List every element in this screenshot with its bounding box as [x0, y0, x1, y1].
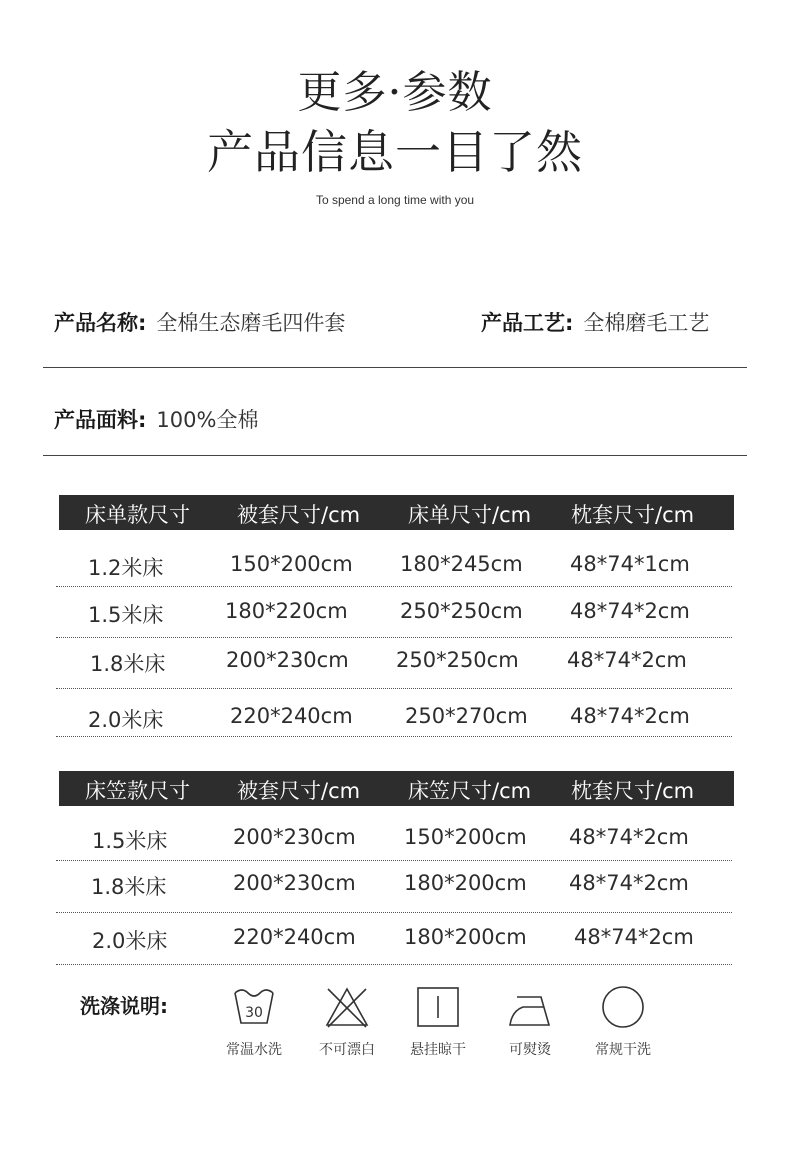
product-fabric	[54, 404, 258, 434]
header-cell: 被套尺寸/cm	[237, 503, 361, 527]
product-fabric-label: 产品面料:	[54, 408, 147, 432]
table-cell: 48*74*2cm	[574, 925, 694, 949]
table-cell: 2.0米床	[88, 708, 164, 732]
table-cell: 1.8米床	[91, 875, 167, 899]
care-label: 常温水洗	[226, 1042, 282, 1058]
care-label: 悬挂晾干	[410, 1042, 466, 1058]
table-cell: 250*270cm	[405, 704, 528, 728]
header-cell: 枕套尺寸/cm	[571, 779, 695, 803]
divider	[43, 367, 747, 368]
table-cell: 1.2米床	[88, 556, 164, 580]
row-divider	[56, 964, 732, 965]
table-cell: 2.0米床	[92, 929, 168, 953]
care-instructions-title: 洗涤说明:	[80, 994, 168, 1018]
wash-30-icon	[231, 985, 277, 1029]
table-cell: 220*240cm	[233, 925, 356, 949]
page-title: 更多·参数	[297, 67, 493, 118]
row-divider	[56, 586, 732, 587]
table-cell: 1.8米床	[90, 652, 166, 676]
table-cell: 200*230cm	[226, 648, 349, 672]
care-item-dry-clean	[583, 985, 663, 1059]
header-cell: 被套尺寸/cm	[237, 779, 361, 803]
table-cell: 48*74*2cm	[569, 825, 689, 849]
product-craft-value: 全棉磨毛工艺	[583, 311, 710, 335]
table-cell: 250*250cm	[400, 599, 523, 623]
flat-sheet-table-header	[59, 495, 734, 530]
care-item-no-bleach	[307, 985, 387, 1059]
table-cell: 48*74*1cm	[570, 552, 690, 576]
care-label: 常规干洗	[595, 1042, 651, 1058]
fitted-sheet-table-header	[59, 771, 734, 806]
product-name	[54, 307, 345, 337]
product-craft-label: 产品工艺:	[481, 311, 574, 335]
product-name-value: 全棉生态磨毛四件套	[156, 311, 346, 335]
header-cell: 床笠款尺寸	[85, 779, 190, 803]
care-label: 不可漂白	[319, 1042, 375, 1058]
table-cell: 180*245cm	[400, 552, 523, 576]
row-divider	[56, 860, 732, 861]
hang-dry-icon	[415, 985, 461, 1029]
table-cell: 48*74*2cm	[570, 704, 690, 728]
table-cell: 220*240cm	[230, 704, 353, 728]
care-label: 可熨烫	[509, 1042, 551, 1058]
product-name-label: 产品名称:	[54, 311, 147, 335]
header-cell: 床笠尺寸/cm	[408, 779, 532, 803]
dry-clean-icon	[600, 985, 646, 1029]
table-cell: 48*74*2cm	[569, 871, 689, 895]
table-cell: 48*74*2cm	[567, 648, 687, 672]
table-cell: 180*200cm	[404, 925, 527, 949]
table-cell: 200*230cm	[233, 871, 356, 895]
table-cell: 150*200cm	[230, 552, 353, 576]
row-divider	[56, 912, 732, 913]
table-cell: 150*200cm	[404, 825, 527, 849]
row-divider	[56, 637, 732, 638]
iron-icon	[507, 985, 553, 1029]
no-bleach-icon	[324, 985, 370, 1029]
care-item-wash	[214, 985, 294, 1059]
product-fabric-value: 100%全棉	[156, 408, 259, 432]
care-item-iron	[490, 985, 570, 1059]
table-cell: 48*74*2cm	[570, 599, 690, 623]
header-cell: 枕套尺寸/cm	[571, 503, 695, 527]
tagline: To spend a long time with you	[315, 193, 475, 207]
wash-temperature: 30	[245, 1005, 263, 1021]
table-cell: 1.5米床	[88, 603, 164, 627]
table-cell: 250*250cm	[396, 648, 519, 672]
table-cell: 180*200cm	[404, 871, 527, 895]
row-divider	[56, 736, 732, 737]
row-divider	[56, 688, 732, 689]
product-craft	[481, 307, 709, 337]
page-subtitle-heading: 产品信息一目了然	[207, 125, 583, 179]
header-cell: 床单尺寸/cm	[408, 503, 532, 527]
care-item-hang-dry	[398, 985, 478, 1059]
table-cell: 1.5米床	[92, 829, 168, 853]
header-cell: 床单款尺寸	[85, 503, 190, 527]
divider	[43, 455, 747, 456]
table-cell: 200*230cm	[233, 825, 356, 849]
table-cell: 180*220cm	[225, 599, 348, 623]
